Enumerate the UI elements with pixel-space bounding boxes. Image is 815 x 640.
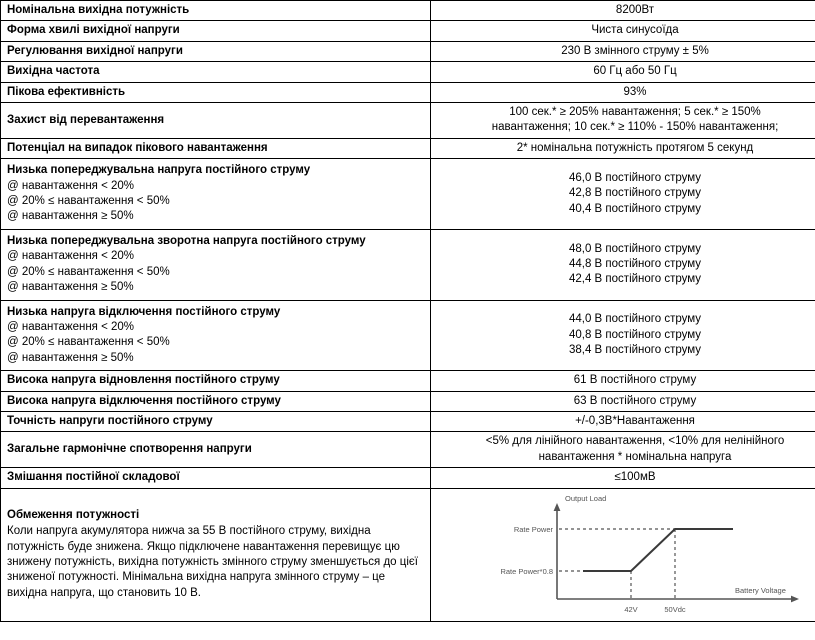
- table-row: [1, 371, 815, 391]
- spec-label-title: Низька напруга відключення постійного струму: [7, 305, 281, 318]
- table-row-power-limit: [1, 488, 815, 621]
- output-load-curve: [583, 529, 733, 571]
- spec-value-line: 40,8 В постійного струму: [568, 328, 702, 341]
- table-row: [1, 82, 815, 102]
- spec-label: Пікова ефективність: [1, 82, 431, 102]
- table-row: [1, 159, 815, 230]
- spec-condition: @ навантаження < 20%: [7, 179, 135, 192]
- spec-value: 230 В змінного струму ± 5%: [431, 41, 815, 61]
- output-load-vs-battery-voltage-chart: [445, 491, 815, 619]
- spec-label: Регулювання вихідної напруги: [1, 41, 431, 61]
- spec-label-title: Низька попереджувальна напруга постійного струму: [7, 164, 311, 177]
- spec-condition: @ навантаження ≥ 50%: [7, 281, 134, 294]
- spec-value: 63 В постійного струму: [431, 391, 815, 411]
- chart-y-axis-title: Output Load: [565, 493, 607, 503]
- spec-value: 2* номінальна потужність протягом 5 секунд: [431, 138, 815, 158]
- spec-label: [1, 159, 431, 230]
- spec-value-line: навантаження * номінальна напруга: [538, 450, 732, 463]
- table-row: [1, 21, 815, 41]
- spec-label: Захист від перевантаження: [1, 103, 431, 139]
- spec-value-line: 100 сек.* ≥ 205% навантаження; 5 сек.* ≥ 150%: [509, 106, 761, 119]
- spec-condition: @ навантаження < 20%: [7, 320, 135, 333]
- spec-condition: @ навантаження ≥ 50%: [7, 351, 134, 364]
- spec-value-line: 48,0 В постійного струму: [568, 242, 702, 255]
- spec-label: [1, 229, 431, 300]
- spec-value: [431, 159, 815, 230]
- spec-value-line: 40,4 В постійного струму: [568, 202, 702, 215]
- table-row: [1, 229, 815, 300]
- spec-label: Висока напруга відновлення постійного струму: [1, 371, 431, 391]
- table-row: [1, 411, 815, 431]
- spec-label: Номінальна вихідна потужність: [1, 1, 431, 21]
- table-row: [1, 62, 815, 82]
- spec-value: 60 Гц або 50 Гц: [431, 62, 815, 82]
- spec-label: Форма хвилі вихідної напруги: [1, 21, 431, 41]
- power-limit-chart-cell: [431, 488, 815, 621]
- spec-value-line: 44,0 В постійного струму: [568, 313, 702, 326]
- spec-value: [431, 300, 815, 371]
- spec-label: [1, 488, 431, 621]
- spec-label: [1, 300, 431, 371]
- spec-label: Змішання постійної складової: [1, 468, 431, 488]
- x-axis-arrow-icon: [791, 595, 799, 602]
- table-row: [1, 300, 815, 371]
- spec-value-line: 42,8 В постійного струму: [568, 187, 702, 200]
- table-row: [1, 138, 815, 158]
- chart-x-axis-title: Battery Voltage: [735, 585, 786, 595]
- table-row: [1, 432, 815, 468]
- spec-condition: @ 20% ≤ навантаження < 50%: [7, 195, 170, 208]
- spec-value-line: 44,8 В постійного струму: [568, 257, 702, 270]
- spec-condition: @ 20% ≤ навантаження < 50%: [7, 336, 170, 349]
- table-row: [1, 41, 815, 61]
- spec-label-title: Низька попереджувальна зворотна напруга постійного струму: [7, 234, 366, 247]
- spec-label: Висока напруга відключення постійного струму: [1, 391, 431, 411]
- spec-value: 8200Вт: [431, 1, 815, 21]
- table-row: [1, 103, 815, 139]
- spec-label: Потенціал на випадок пікового навантаження: [1, 138, 431, 158]
- spec-value-line: <5% для лінійного навантаження, <10% для нелінійного: [485, 435, 785, 448]
- spec-condition: @ навантаження < 20%: [7, 250, 135, 263]
- spec-value-line: 38,4 В постійного струму: [568, 344, 702, 357]
- spec-condition: @ 20% ≤ навантаження < 50%: [7, 265, 170, 278]
- spec-value-line: 42,4 В постійного струму: [568, 273, 702, 286]
- chart-y-tick-rate-power: Rate Power: [513, 524, 553, 534]
- spec-value: +/-0,3В*Навантаження: [431, 411, 815, 431]
- spec-value: 61 В постійного струму: [431, 371, 815, 391]
- table-row: [1, 1, 815, 21]
- spec-label: Точність напруги постійного струму: [1, 411, 431, 431]
- specification-table-body: [1, 1, 815, 622]
- chart-x-tick-42v: 42V: [624, 604, 638, 614]
- chart-y-tick-rate-power-08: Rate Power*0.8: [500, 566, 553, 576]
- spec-value-line: 46,0 В постійного струму: [568, 171, 702, 184]
- spec-value-line: навантаження; 10 сек.* ≥ 110% - 150% навантаження;: [491, 121, 779, 134]
- table-row: [1, 391, 815, 411]
- chart-x-tick-50vdc: 50Vdc: [664, 604, 686, 614]
- spec-value: ≤100мВ: [431, 468, 815, 488]
- spec-value: [431, 229, 815, 300]
- spec-value: [431, 432, 815, 468]
- spec-label-title: Обмеження потужності: [7, 508, 140, 521]
- spec-value: Чиста синусоїда: [431, 21, 815, 41]
- spec-value: 93%: [431, 82, 815, 102]
- y-axis-arrow-icon: [554, 503, 561, 511]
- power-limit-chart: [435, 491, 815, 619]
- spec-condition: @ навантаження ≥ 50%: [7, 210, 134, 223]
- spec-label: Вихідна частота: [1, 62, 431, 82]
- spec-description: Коли напруга акумулятора нижча за 55 В постійного струму, вихідна потужність буде знижена. Якщо підключене навантаження перевищує цю знижену потужність, вихідна потужність змінного струму зменшується до цієї зниженої потужності. Мінімальна вихідна напруга змінного струму – це вихідна напруга, що становить 10 В.: [7, 525, 418, 599]
- spec-value: [431, 103, 815, 139]
- table-row: [1, 468, 815, 488]
- spec-label: Загальне гармонічне спотворення напруги: [1, 432, 431, 468]
